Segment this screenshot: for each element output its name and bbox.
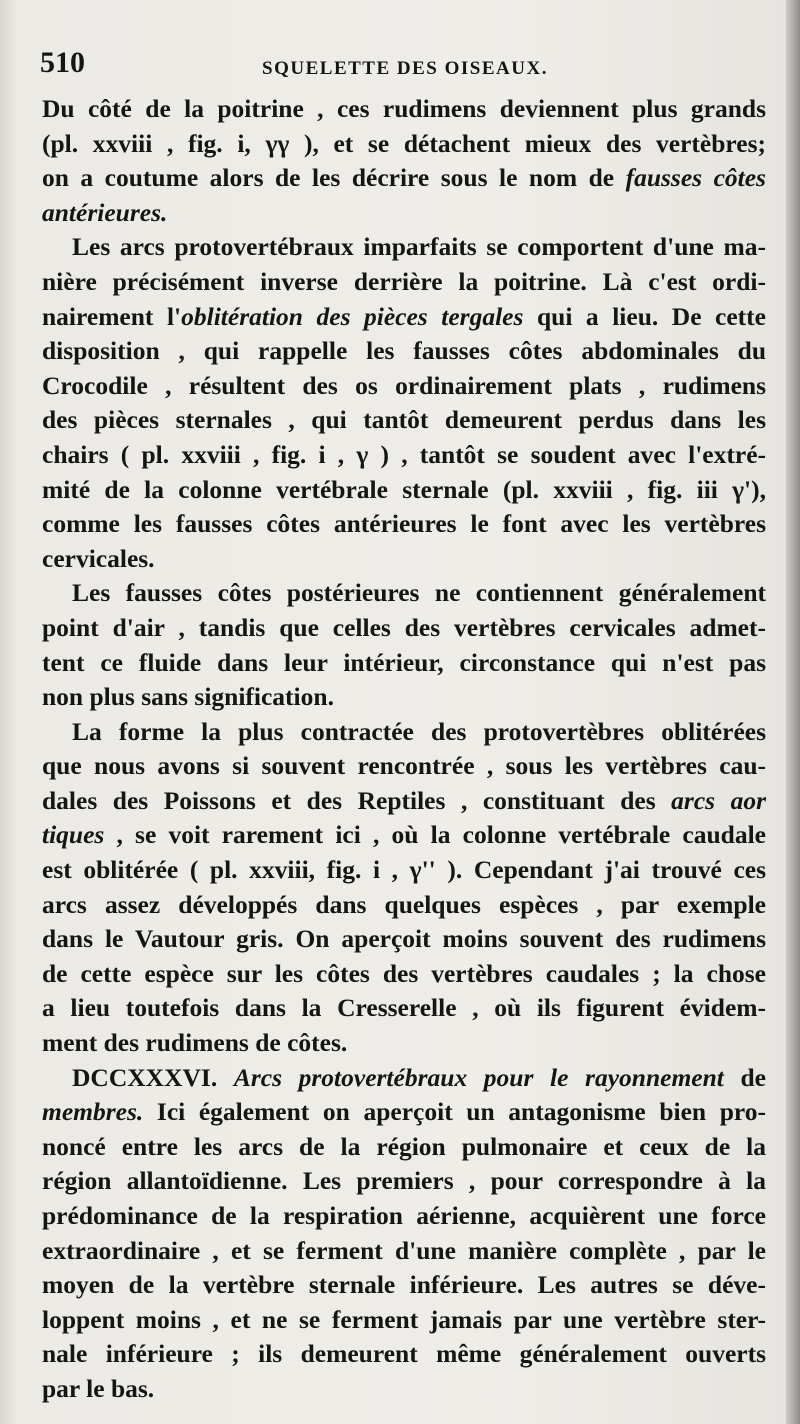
text-line [42, 334, 766, 369]
text-run: Du côté de la poitrine , ces rudimens deviennent plus grands [42, 94, 766, 123]
text-line [42, 818, 766, 853]
text-run: Crocodile , résultent des os ordinairement plats , rudimens [42, 370, 766, 400]
text-run: La forme la plus contractée des protovertèbres oblitérées [72, 716, 766, 746]
text-line [42, 507, 766, 542]
italic-run: arcs aor [671, 785, 766, 815]
italic-run: tiques [42, 820, 105, 850]
text-line [42, 576, 766, 611]
text-line [42, 1199, 766, 1234]
text-run: point d'air , tandis que celles des vertèbres cervicales admet- [42, 612, 766, 642]
text-line [42, 1026, 766, 1061]
text-run: disposition , qui rappelle les fausses côtes abdominales du [42, 336, 766, 366]
text-line [42, 853, 766, 888]
text-line [42, 957, 766, 992]
text-run: (pl. xxviii , fig. i, γγ ), et se détachent mieux des vertèbres; [42, 128, 766, 158]
text-run: arcs assez développés dans quelques espèces , par exemple [42, 889, 766, 919]
text-line [42, 749, 766, 784]
text-run: non plus sans signification. [42, 682, 334, 712]
text-line [42, 1337, 766, 1372]
text-run: extraordinaire , et se ferment d'une manière complète , par le [42, 1235, 766, 1265]
text-run: ment des rudimens de côtes. [42, 1028, 348, 1058]
text-line [42, 922, 766, 957]
text-run: nale inférieure ; ils demeurent même généralement ouverts [42, 1339, 766, 1369]
text-run: on a coutume alors de les décrire sous le nom de [42, 163, 626, 193]
text-line [42, 715, 766, 750]
text-run: Les arcs protovertébraux imparfaits se comportent d'une ma- [72, 232, 766, 262]
running-head: SQUELETTE DES OISEAUX. [262, 58, 548, 79]
text-line [42, 1268, 766, 1303]
text-run: nière précisément inverse derrière la poitrine. Là c'est ordi- [42, 266, 766, 296]
text-run: loppent moins , et ne se ferment jamais par une vertèbre ster- [42, 1304, 766, 1334]
text-run: , se voit rarement ici , où la colonne vertébrale caudale [104, 820, 766, 850]
text-line [42, 991, 766, 1026]
text-run: noncé entre les arcs de la région pulmonaire et ceux de la [42, 1131, 766, 1161]
text-run: mité de la colonne vertébrale sternale (pl. xxviii , fig. iii γ'), [42, 474, 766, 504]
text-run: dales des Poissons et des Reptiles , constituant des [42, 785, 672, 815]
text-line [42, 473, 766, 508]
text-run: chairs ( pl. xxviii , fig. i , γ ) , tantôt se soudent avec l'extré- [42, 439, 766, 469]
italic-run: Arcs protovertébraux pour le rayonnement [233, 1062, 724, 1092]
text-line [42, 888, 766, 923]
text-line [42, 680, 766, 715]
text-line [42, 300, 766, 335]
text-run: est oblitérée ( pl. xxviii, fig. i , γ'' ). Cependant j'ai trouvé ces [42, 855, 766, 885]
italic-run: oblitération des pièces tergales [181, 301, 524, 331]
text-line [42, 542, 766, 577]
text-line [42, 230, 766, 265]
text-line [42, 1061, 766, 1096]
text-run: par le bas. [42, 1373, 155, 1403]
text-line [42, 265, 766, 300]
text-run: a lieu toutefois dans la Cresserelle , où ils figurent évidem- [42, 993, 766, 1023]
text-line [42, 1303, 766, 1338]
text-run: tent ce fluide dans leur intérieur, circonstance qui n'est pas [42, 647, 766, 677]
text-run: cervicales. [42, 543, 155, 573]
text-run: des pièces sternales , qui tantôt demeurent perdus dans les [42, 405, 766, 435]
body-text [42, 92, 766, 1407]
text-line [42, 1234, 766, 1269]
text-line [42, 611, 766, 646]
text-run: Ici également on aperçoit un antagonisme bien pro- [143, 1097, 766, 1127]
text-run: nairement l' [42, 301, 182, 331]
text-run: prédominance de la respiration aérienne, acquièrent une force [42, 1201, 766, 1230]
page-edge [786, 0, 800, 1424]
text-line [42, 1130, 766, 1165]
text-line [42, 784, 766, 819]
text-line [42, 92, 766, 127]
text-line [42, 1164, 766, 1199]
text-line [42, 403, 766, 438]
text-run: de [723, 1062, 767, 1092]
italic-run: fausses côtes [625, 163, 766, 193]
text-run: de cette espèce sur les côtes des vertèbres caudales ; la chose [42, 958, 766, 988]
text-line [42, 196, 766, 231]
text-line [42, 1372, 766, 1407]
text-run: qui a lieu. De cette [523, 301, 766, 331]
text-run: que nous avons si souvent rencontrée , sous les vertèbres cau- [42, 751, 766, 781]
page-header [40, 46, 770, 88]
text-line [42, 369, 766, 404]
text-run: moyen de la vertèbre sternale inférieure. Les autres se déve- [42, 1270, 766, 1300]
text-run: comme les fausses côtes antérieures le font avec les vertèbres [42, 509, 766, 539]
page-number: 510 [40, 46, 85, 79]
italic-run: membres. [42, 1097, 144, 1127]
text-run: dans le Vautour gris. On aperçoit moins souvent des rudimens [42, 924, 766, 954]
italic-run: antérieures. [42, 197, 168, 227]
text-run: région allantoïdienne. Les premiers , pour correspondre à la [42, 1166, 766, 1196]
text-line [42, 127, 766, 162]
text-line [42, 161, 766, 196]
text-line [42, 1095, 766, 1130]
text-line [42, 646, 766, 681]
text-run: Les fausses côtes postérieures ne contiennent généralement [72, 578, 766, 608]
text-line [42, 438, 766, 473]
text-run: DCCXXXVI. [72, 1062, 234, 1092]
